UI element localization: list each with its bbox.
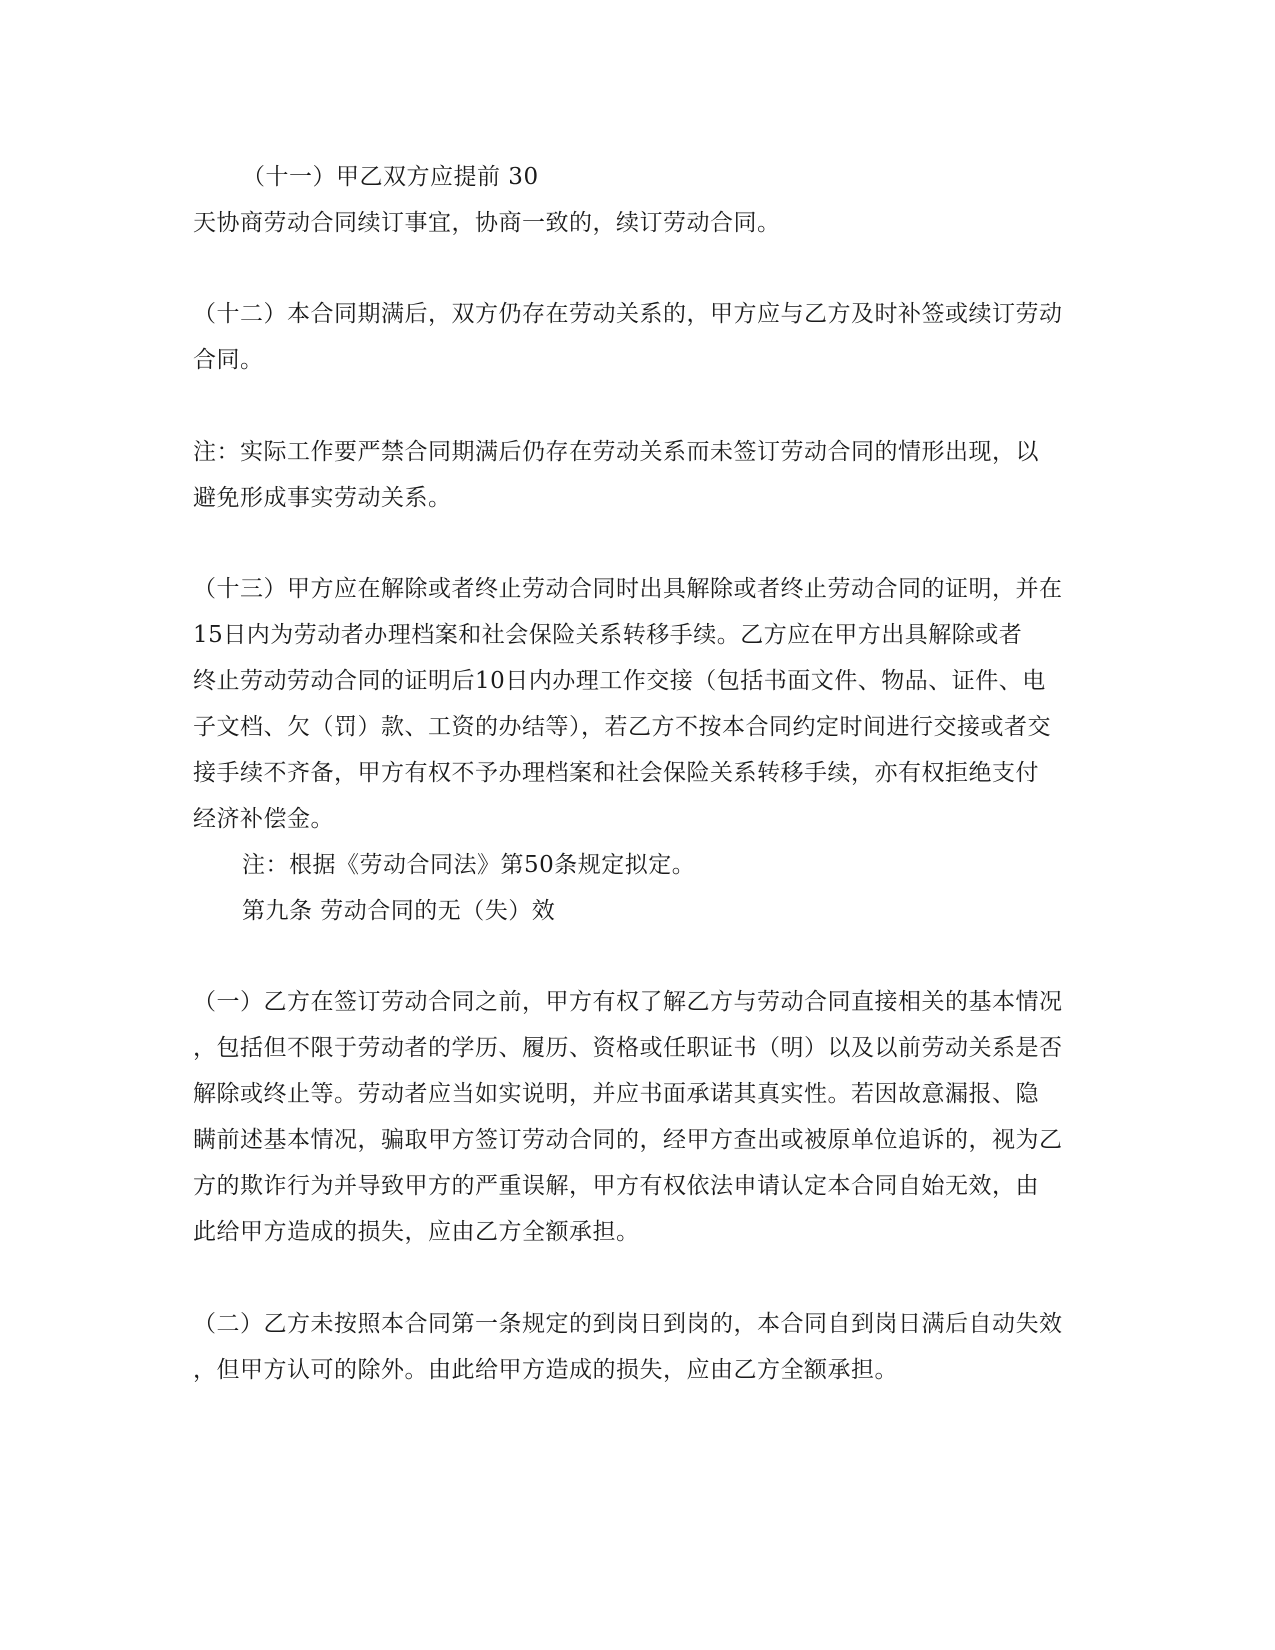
section-1-line-6: 此给甲方造成的损失，应由乙方全额承担。 [193,1219,640,1245]
clause-13-line-5: 接手续不齐备，甲方有权不予办理档案和社会保险关系转移手续，亦有权拒绝支付 [193,760,1039,786]
clause-13-line-4: 子文档、欠（罚）款、工资的办结等），若乙方不按本合同约定时间进行交接或者交 [193,714,1051,740]
clause-12-line-1: （十二）本合同期满后，双方仍存在劳动关系的，甲方应与乙方及时补签或续订劳动 [193,301,1063,327]
section-1-line-4: 瞒前述基本情况，骗取甲方签订劳动合同的，经甲方查出或被原单位追诉的，视为乙 [193,1127,1063,1153]
section-1-line-3: 解除或终止等。劳动者应当如实说明，并应书面承诺其真实性。若因故意漏报、隐 [193,1081,1039,1107]
clause-11-line-1: （十一）甲乙双方应提前 30 [242,164,539,190]
note-article-50: 注：根据《劳动合同法》第50条规定拟定。 [242,852,696,878]
section-1-line-5: 方的欺诈行为并导致甲方的严重误解，甲方有权依法申请认定本合同自始无效，由 [193,1173,1039,1199]
clause-13-line-6: 经济补偿金。 [193,806,334,832]
clause-12-line-2: 合同。 [193,347,264,373]
article-9-heading: 第九条 劳动合同的无（失）效 [242,898,556,924]
note-line-1: 注：实际工作要严禁合同期满后仍存在劳动关系而未签订劳动合同的情形出现，以 [193,439,1039,465]
clause-13-line-1: （十三）甲方应在解除或者终止劳动合同时出具解除或者终止劳动合同的证明，并在 [193,576,1063,602]
section-1-line-2: ，包括但不限于劳动者的学历、履历、资格或任职证书（明）以及以前劳动关系是否 [193,1035,1063,1061]
section-1-line-1: （一）乙方在签订劳动合同之前，甲方有权了解乙方与劳动合同直接相关的基本情况 [193,989,1063,1015]
clause-11-line-2: 天协商劳动合同续订事宜，协商一致的，续订劳动合同。 [193,210,781,236]
clause-13-line-3: 终止劳动劳动合同的证明后10日内办理工作交接（包括书面文件、物品、证件、电 [193,668,1046,694]
clause-13-line-2: 15日内为劳动者办理档案和社会保险关系转移手续。乙方应在甲方出具解除或者 [193,622,1023,648]
section-2-line-2: ，但甲方认可的除外。由此给甲方造成的损失，应由乙方全额承担。 [193,1357,898,1383]
section-2-line-1: （二）乙方未按照本合同第一条规定的到岗日到岗的，本合同自到岗日满后自动失效 [193,1311,1063,1337]
note-line-2: 避免形成事实劳动关系。 [193,485,452,511]
